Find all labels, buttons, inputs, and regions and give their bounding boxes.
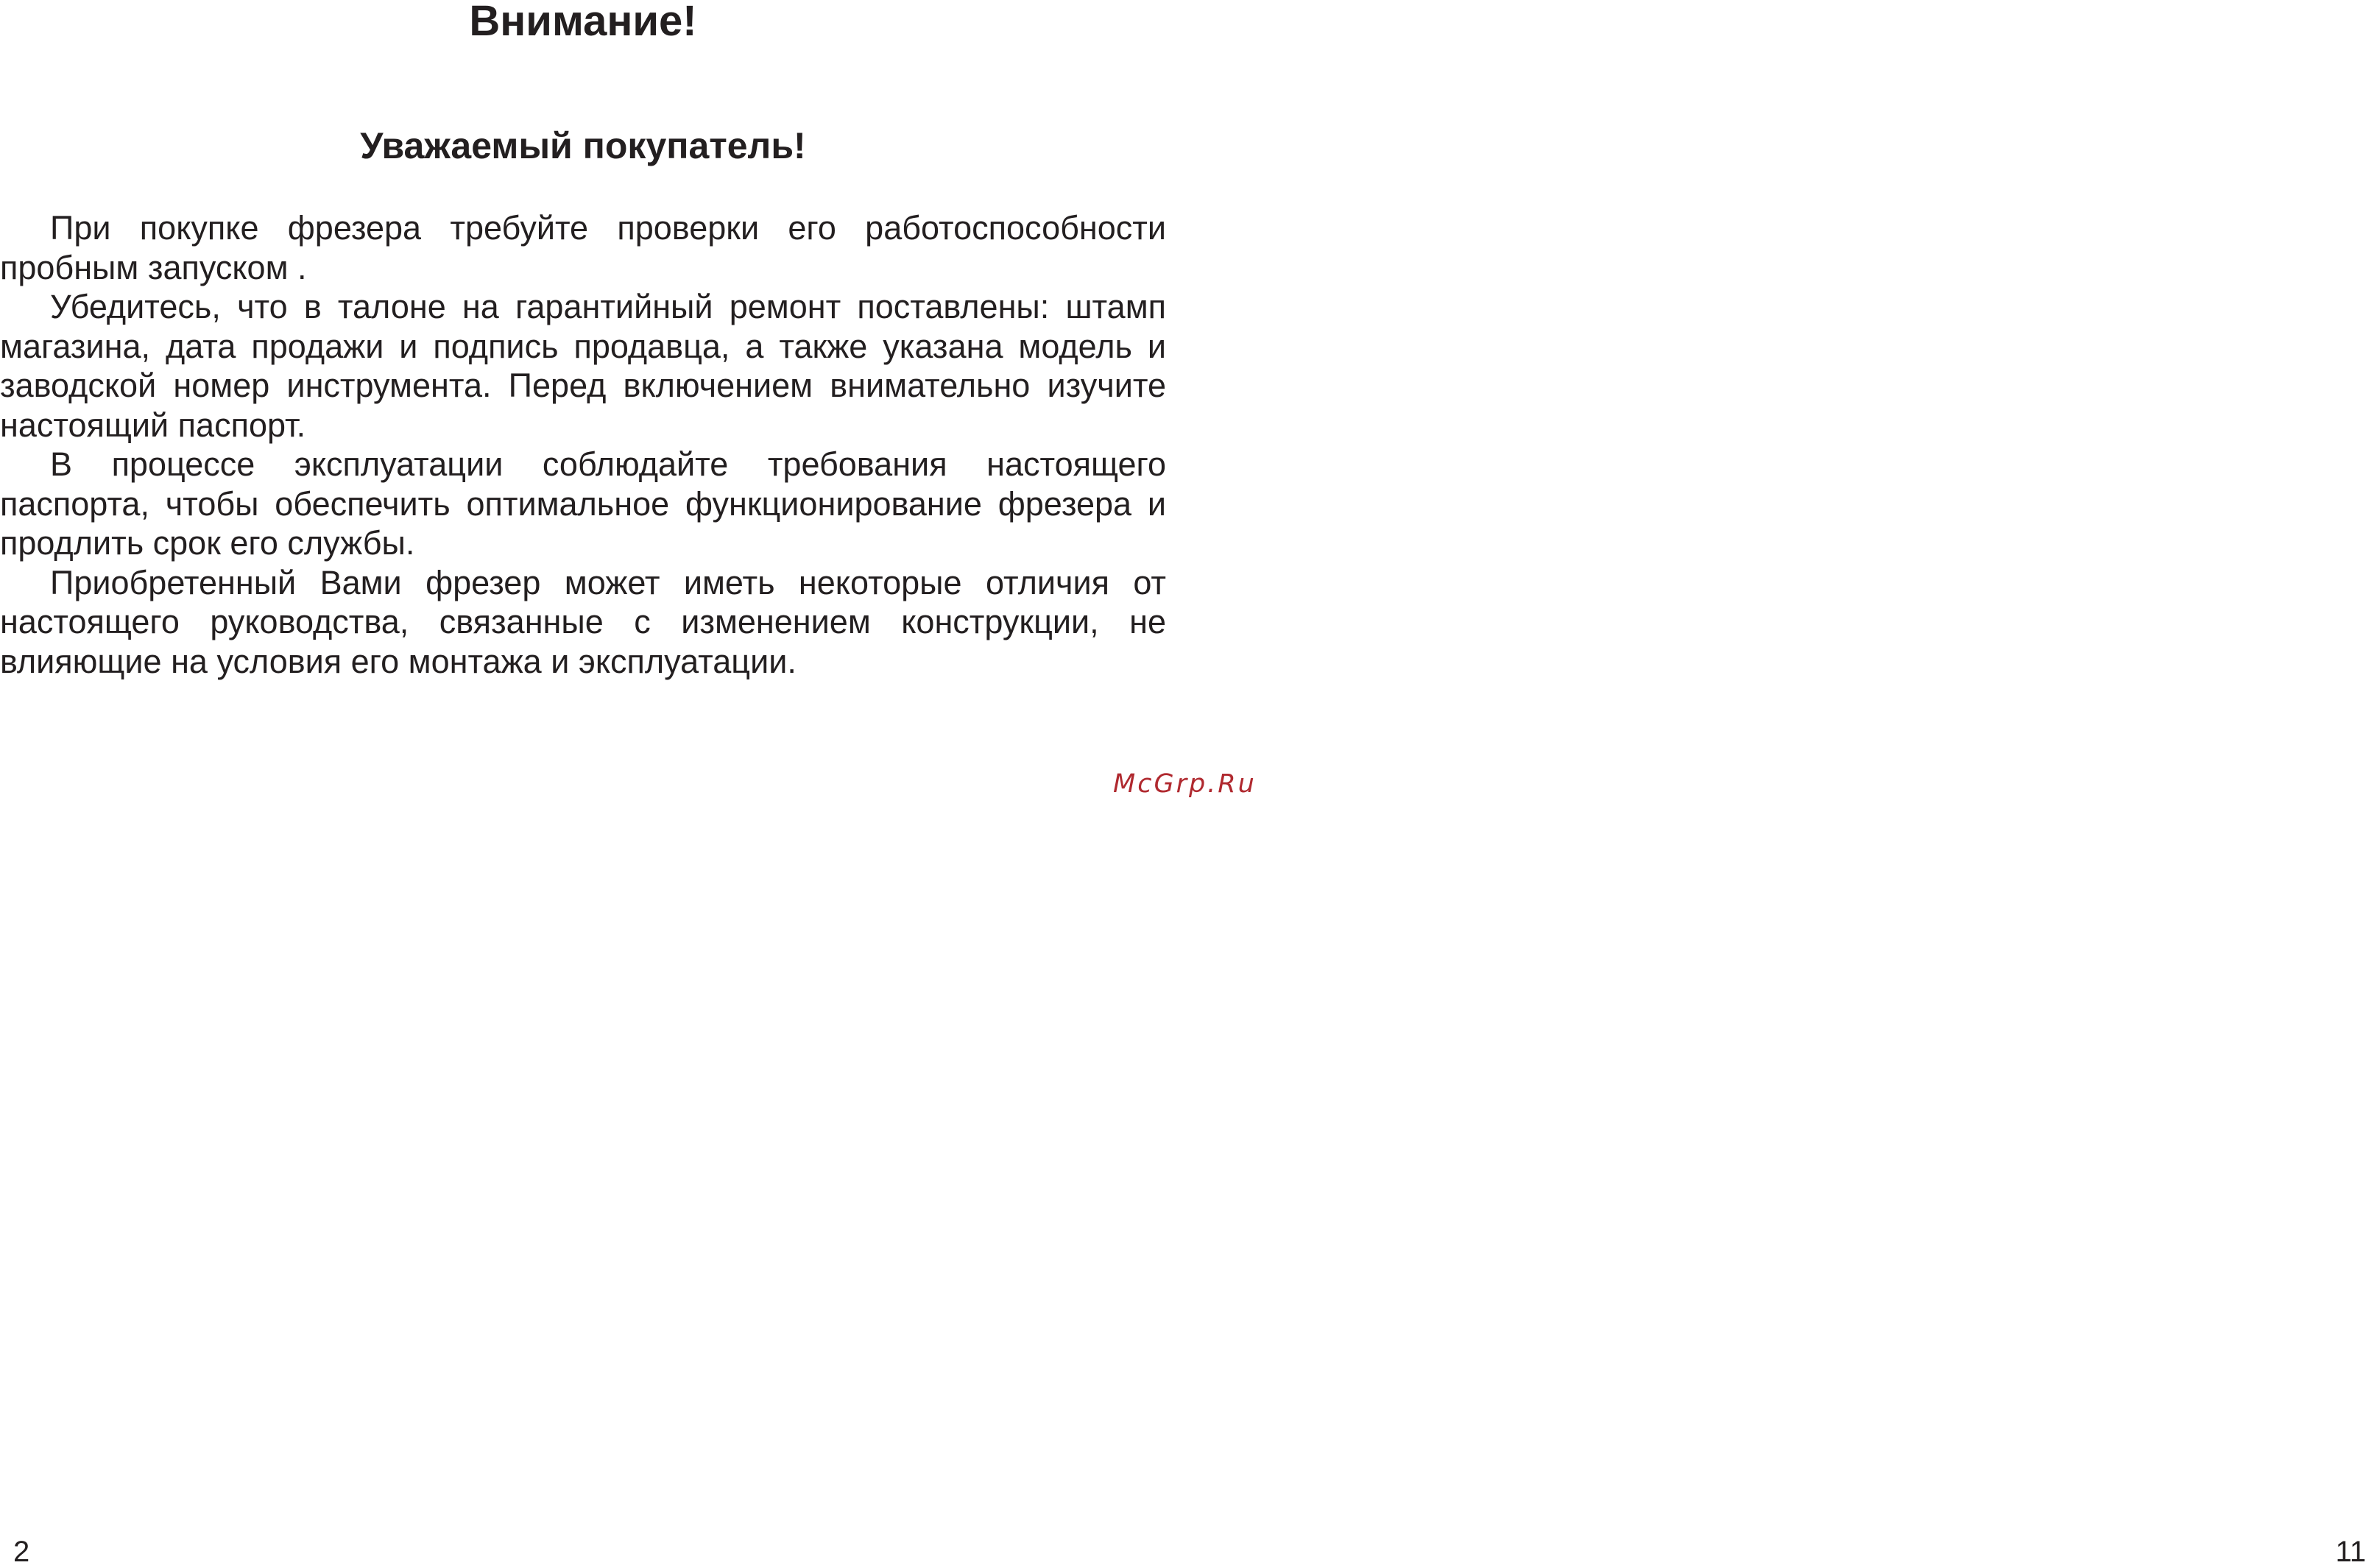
- page-subtitle: Уважаемый покупатель!: [360, 125, 806, 166]
- page-title: Внимание!: [469, 0, 697, 45]
- page-number-right: 11: [2335, 1536, 2366, 1568]
- body-text: [0, 208, 1166, 681]
- paragraph-3: В процессе эксплуатации соблюдайте требования настоящего паспорта, чтобы обеспечить оптимальное функционирование фрезера и продлить срок его службы.: [0, 445, 1166, 562]
- watermark-link[interactable]: McGrp.Ru: [1113, 769, 1257, 799]
- paragraph-4: Приобретенный Вами фрезер может иметь некоторые отличия от настоящего руководства, связанные с изменением конструкции, не влияющие на условия его монтажа и эксплуатации.: [0, 563, 1166, 680]
- paragraph-2: Убедитесь, что в талоне на гарантийный ремонт поставлены: штамп магазина, дата продажи и подпись продавца, а также указана модель и заводской номер инструмента. Перед включением внимательно изучите настоящий паспорт.: [0, 288, 1166, 444]
- page-number-left: 2: [13, 1536, 30, 1568]
- paragraph-1: При покупке фрезера требуйте проверки его работоспособности пробным запуском .: [0, 209, 1166, 286]
